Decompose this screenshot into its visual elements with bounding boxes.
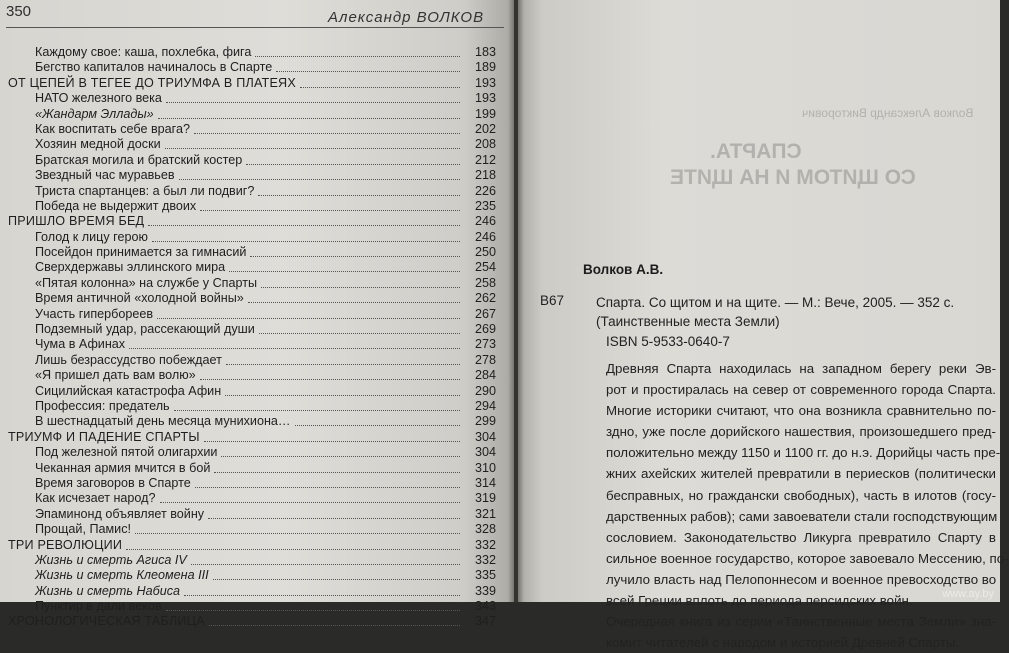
toc-chapter-row (0, 107, 510, 122)
toc-page-number: 328 (474, 522, 496, 537)
toc-page-number: 246 (474, 229, 496, 244)
toc-section-row (0, 430, 510, 445)
toc-page-number: 347 (474, 614, 496, 629)
classification-code: В67 (540, 293, 565, 308)
toc-chapter-row (0, 60, 510, 75)
toc-chapter-row (0, 260, 510, 275)
toc-chapter-row (0, 245, 510, 260)
toc-entry-title: Профессия: предатель (35, 398, 170, 413)
toc-chapter-row (0, 399, 510, 414)
toc-page-number: 304 (474, 429, 496, 444)
toc-page-number: 189 (474, 60, 496, 75)
toc-chapter-row (0, 507, 510, 522)
toc-dot-leader (157, 318, 460, 319)
toc-entry-title: Чума в Афинах (35, 337, 126, 352)
toc-page-number: 183 (474, 45, 496, 59)
toc-entry-title: Пунктир в дали веков (35, 599, 162, 614)
toc-page-number: 310 (474, 460, 496, 475)
toc-dot-leader (248, 302, 460, 303)
toc-entry-title: Лишь безрассудство побеждает (35, 352, 222, 367)
toc-dot-leader (174, 410, 460, 411)
toc-chapter-row (0, 291, 510, 306)
toc-chapter-row (0, 307, 510, 322)
toc-entry-title: Триста спартанцев: а был ли подвиг? (35, 183, 255, 198)
toc-entry-title: ПРИШЛО ВРЕМЯ БЕД (8, 214, 145, 229)
toc-dot-leader (165, 148, 460, 149)
toc-dot-leader (200, 210, 460, 211)
toc-chapter-row (0, 445, 510, 460)
toc-page-number: 339 (474, 583, 496, 598)
toc-entry-title: Бегство капиталов начиналось в Спарте (35, 60, 273, 75)
toc-page-number: 212 (474, 152, 496, 167)
toc-chapter-row (0, 184, 510, 199)
toc-dot-leader (208, 518, 460, 519)
toc-page-number: 193 (474, 75, 496, 90)
toc-chapter-row (0, 522, 510, 537)
toc-entry-title: НАТО железного века (35, 91, 162, 106)
annotation-paragraph-2 (582, 611, 996, 653)
toc-dot-leader (229, 271, 460, 272)
toc-chapter-row (0, 337, 510, 352)
toc-entry-title: Прощай, Памис! (35, 522, 132, 537)
toc-dot-leader (250, 256, 460, 257)
toc-dot-leader (246, 164, 460, 165)
toc-page-number: 314 (474, 475, 496, 490)
toc-entry-title: Время античной «холодной войны» (35, 291, 244, 306)
toc-dot-leader (300, 87, 460, 88)
toc-entry-title: Сверхдержавы эллинского мира (35, 260, 226, 275)
toc-chapter-row (0, 322, 510, 337)
annotation-line: жних ахейских жителей превратили в периесков (политически (606, 466, 996, 482)
toc-chapter-row (0, 368, 510, 383)
toc-section-row (0, 538, 510, 553)
bibliographic-citation: Спарта. Со щитом и на щите. — М.: Вече, 2005. — 352 с. (Таинственные места Земли) (596, 295, 955, 329)
annotation-line: положительно между 1150 и 1100 гг. до н.э. Дорийцы часть пре- (606, 445, 1001, 461)
annotation-line: рот и простиралась на север от современного города Спарта. (606, 382, 996, 398)
toc-dot-leader (166, 610, 460, 611)
toc-entry-title: «Жандарм Эллады» (35, 106, 154, 121)
isbn: ISBN 5-9533-0640-7 (606, 334, 730, 349)
toc-entry-title: Жизнь и смерть Агиса IV (35, 552, 187, 567)
toc-entry-title: Братская могила и братский костер (35, 152, 243, 167)
book-gutter (508, 0, 524, 602)
watermark: www.ay.by (942, 588, 994, 600)
toc-entry-title: Хозяин медной доски (35, 137, 161, 152)
toc-page-number: 246 (474, 214, 496, 229)
toc-entry-title: Подземный удар, рассекающий души (35, 322, 255, 337)
toc-entry-title: Жизнь и смерть Клеомена III (35, 568, 209, 583)
toc-chapter-row (0, 584, 510, 599)
toc-page-number: 332 (474, 552, 496, 567)
toc-entry-title: «Я пришел дать вам волю» (35, 368, 196, 383)
toc-dot-leader (158, 118, 460, 119)
annotation-line: здно, уже после дорийского нашествия, произошедшего пред- (606, 424, 996, 440)
toc-page-number: 235 (474, 198, 496, 213)
toc-dot-leader (152, 241, 460, 242)
toc-entry-title: ОТ ЦЕПЕЙ В ТЕГЕЕ ДО ТРИУМФА В ПЛАТЕЯХ (8, 75, 296, 90)
toc-chapter-row (0, 91, 510, 106)
toc-chapter-row (0, 168, 510, 183)
toc-dot-leader (276, 71, 460, 72)
toc-chapter-row (0, 491, 510, 506)
table-of-contents (0, 45, 510, 630)
toc-chapter-row (0, 276, 510, 291)
toc-entry-title: Участь гипербореев (35, 306, 154, 321)
annotation-line: комит читателей с народом и историей Древней Спарты. (606, 635, 960, 651)
toc-page-number: 208 (474, 137, 496, 152)
toc-page-number: 262 (474, 291, 496, 306)
bleed-through-title-1: СПАРТА. (710, 140, 802, 163)
toc-dot-leader (191, 564, 460, 565)
toc-page-number: 304 (474, 445, 496, 460)
toc-dot-leader (126, 549, 460, 550)
toc-dot-leader (213, 579, 460, 580)
toc-entry-title: Голод к лицу герою (35, 229, 148, 244)
toc-entry-title: Каждому свое: каша, похлебка, фига (35, 45, 252, 59)
toc-entry-title: В шестнадцатый день месяца мунихиона… (35, 414, 291, 429)
toc-entry-title: Под железной пятой олигархии (35, 445, 218, 460)
left-page (0, 0, 514, 629)
toc-page-number: 343 (474, 599, 496, 614)
toc-page-number: 269 (474, 322, 496, 337)
toc-dot-leader (225, 395, 460, 396)
toc-dot-leader (184, 595, 460, 596)
toc-page-number: 202 (474, 121, 496, 136)
annotation-line: сословием. Законодательство Ликурга превратило Спарту в (606, 529, 996, 545)
toc-dot-leader (179, 179, 460, 180)
toc-page-number: 284 (474, 368, 496, 383)
toc-entry-title: Сицилийская катастрофа Афин (35, 383, 222, 398)
toc-chapter-row (0, 599, 510, 614)
toc-page-number: 258 (474, 275, 496, 290)
toc-chapter-row (0, 553, 510, 568)
header-rule (6, 27, 504, 28)
toc-entry-title: Как воспитать себе врага? (35, 121, 190, 136)
running-head: Александр ВОЛКОВ (328, 9, 485, 26)
toc-chapter-row (0, 414, 510, 429)
toc-entry-title: «Пятая колонна» на службе у Спарты (35, 275, 258, 290)
toc-entry-title: Как исчезает народ? (35, 491, 156, 506)
author-heading: Волков А.В. (583, 262, 664, 277)
toc-dot-leader (258, 195, 460, 196)
toc-chapter-row (0, 137, 510, 152)
toc-page-number: 335 (474, 568, 496, 583)
toc-entry-title: Чеканная армия мчится в бой (35, 460, 211, 475)
toc-chapter-row (0, 568, 510, 583)
toc-dot-leader (129, 348, 460, 349)
annotation-line: Очередная книга из серии «Таинственные места Земли» зна- (606, 614, 996, 630)
toc-dot-leader (209, 625, 460, 626)
toc-entry-title: Звездный час муравьев (35, 168, 175, 183)
toc-entry-title: Эпаминонд объявляет войну (35, 506, 205, 521)
toc-dot-leader (221, 456, 460, 457)
toc-chapter-row (0, 384, 510, 399)
toc-chapter-row (0, 45, 510, 60)
toc-dot-leader (214, 472, 460, 473)
page-number: 350 (6, 3, 32, 20)
toc-page-number: 254 (474, 260, 496, 275)
annotation-line: Многие историки считают, что она возникла сравнительно по- (606, 403, 996, 419)
annotation-line: всей Греции вплоть до периода персидских войн. (606, 593, 913, 609)
toc-chapter-row (0, 199, 510, 214)
toc-entry-title: Время заговоров в Спарте (35, 475, 191, 490)
toc-entry-title: Победа не выдержит двоих (35, 198, 197, 213)
annotation (582, 358, 1009, 653)
toc-page-number: 290 (474, 383, 496, 398)
toc-dot-leader (261, 287, 460, 288)
annotation-paragraph-1 (582, 358, 1009, 611)
toc-dot-leader (204, 441, 460, 442)
annotation-line: дарственных рабов); сами завоеватели стали господствующим (606, 508, 998, 524)
toc-dot-leader (195, 487, 460, 488)
toc-entry-title: Посейдон принимается за гимнасий (35, 245, 247, 260)
toc-page-number: 199 (474, 106, 496, 121)
toc-dot-leader (160, 502, 460, 503)
toc-chapter-row (0, 230, 510, 245)
toc-page-number: 193 (474, 91, 496, 106)
toc-page-number: 319 (474, 491, 496, 506)
annotation-line: Древняя Спарта находилась на западном берегу реки Эв- (606, 361, 996, 376)
toc-page-number: 218 (474, 168, 496, 183)
annotation-line: сильное военное государство, которое завоевало Мессению, по- (606, 550, 1009, 566)
toc-entry-title: ТРИУМФ И ПАДЕНИЕ СПАРТЫ (8, 429, 200, 444)
toc-page-number: 250 (474, 245, 496, 260)
toc-dot-leader (200, 379, 460, 380)
toc-entry-title: ТРИ РЕВОЛЮЦИИ (8, 537, 123, 552)
toc-entry-title: ХРОНОЛОГИЧЕСКАЯ ТАБЛИЦА (8, 614, 205, 629)
toc-section-row (0, 76, 510, 91)
bleed-through-author: Волков Александр Викторович (802, 106, 974, 120)
toc-page-number: 226 (474, 183, 496, 198)
toc-dot-leader (166, 102, 460, 103)
toc-dot-leader (295, 425, 460, 426)
toc-chapter-row (0, 353, 510, 368)
toc-entry-title: Жизнь и смерть Набиса (35, 583, 181, 598)
toc-page-number: 267 (474, 306, 496, 321)
toc-page-number: 332 (474, 537, 496, 552)
toc-dot-leader (226, 364, 460, 365)
bleed-through-title-2: СО ЩИТОМ И НА ЩИТЕ (670, 166, 916, 189)
toc-chapter-row (0, 153, 510, 168)
toc-dot-leader (135, 533, 460, 534)
toc-dot-leader (259, 333, 460, 334)
toc-section-row (0, 214, 510, 229)
toc-page-number: 278 (474, 352, 496, 367)
toc-dot-leader (194, 133, 460, 134)
toc-dot-leader (148, 225, 460, 226)
toc-chapter-row (0, 461, 510, 476)
toc-page-number: 299 (474, 414, 496, 429)
toc-page-number: 321 (474, 506, 496, 521)
toc-dot-leader (255, 56, 460, 57)
toc-chapter-row (0, 122, 510, 137)
toc-page-number: 273 (474, 337, 496, 352)
toc-section-row (0, 614, 510, 629)
toc-page-number: 294 (474, 398, 496, 413)
annotation-line: бесправных, но граждански свободных), часть в илотов (госу- (606, 487, 996, 503)
annotation-line: лучило власть над Пелопоннесом и военное превосходство во (606, 571, 997, 587)
toc-chapter-row (0, 476, 510, 491)
